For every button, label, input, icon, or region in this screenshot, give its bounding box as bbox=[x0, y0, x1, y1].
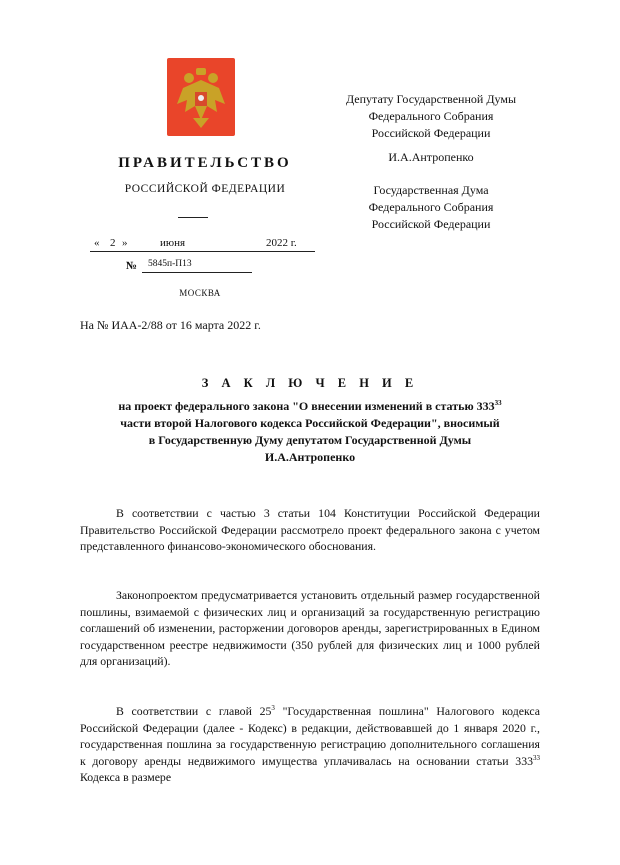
coat-of-arms-emblem bbox=[167, 58, 235, 136]
addressee-line: Российской Федерации bbox=[371, 217, 491, 231]
paragraph-part: В соответствии с главой 25 bbox=[116, 704, 272, 718]
body-paragraph-3 bbox=[80, 703, 540, 786]
subject-superscript: 33 bbox=[494, 399, 502, 407]
addressee-line: Федерального Собрания bbox=[368, 109, 494, 123]
reference-line: На № ИАА-2/88 от 16 марта 2022 г. bbox=[80, 318, 261, 332]
addressee-line: Государственная Дума bbox=[373, 183, 489, 197]
addressee-line: Депутату Государственной Думы bbox=[345, 92, 517, 106]
date-close-quote: » bbox=[122, 237, 128, 249]
subject-line-1-text: на проект федерального закона "О внесении изменений в статью 333 bbox=[118, 399, 495, 413]
addressee-name: И.А.Антропенко bbox=[388, 150, 474, 164]
document-heading: З А К Л Ю Ч Е Н И Е bbox=[201, 376, 419, 390]
government-subtitle: РОССИЙСКОЙ ФЕДЕРАЦИИ bbox=[124, 183, 286, 195]
body-paragraph-2 bbox=[80, 587, 540, 670]
subject-line-3: в Государственную Думу депутатом Государственной Думы bbox=[148, 433, 472, 447]
addressee-line: Российской Федерации bbox=[371, 126, 491, 140]
date-year: 2022 г. bbox=[266, 237, 297, 249]
government-title: ПРАВИТЕЛЬСТВО bbox=[118, 155, 292, 171]
document-subject bbox=[80, 398, 540, 466]
addressee-block-deputy bbox=[342, 91, 520, 142]
double-headed-eagle-icon bbox=[167, 58, 235, 136]
document-number bbox=[142, 257, 252, 273]
city: МОСКВА bbox=[179, 288, 221, 298]
addressee-line: Федерального Собрания bbox=[368, 200, 494, 214]
paragraph-text: Законопроектом предусматривается установить отдельный размер государственной пошлины, взимаемой с физических лиц и организаций за государственную регистрацию соглашений об изменении, расторжении договоров аренды, зарегистрированных в Едином государственном реестре недвижимости (350 рублей для физических лиц и 1000 рублей для организаций). bbox=[80, 588, 540, 668]
paragraph-part: "Государственная пошлина" Налогового кодекса Российской Федерации (далее - Кодекс) в редакции, действовавшей до 1 января 2020 г., государственная пошлина за государственную регистрацию дополнительного соглашения к договору аренды недвижимого имущества уплачивалась на основании статьи 333 bbox=[80, 704, 540, 768]
article-superscript: 33 bbox=[533, 753, 540, 762]
number-label: № bbox=[126, 260, 138, 272]
date-month: июня bbox=[160, 237, 186, 249]
body-paragraph-1 bbox=[80, 505, 540, 555]
chapter-superscript: 3 bbox=[271, 704, 275, 713]
subject-line-2: части второй Налогового кодекса Российской Федерации", вносимый bbox=[120, 416, 500, 430]
document-number-value: 5845п-П13 bbox=[148, 259, 192, 269]
subject-line-1 bbox=[80, 398, 540, 415]
paragraph-text bbox=[80, 703, 540, 786]
paragraph-text: В соответствии с частью 3 статьи 104 Конституции Российской Федерации Правительство Российской Федерации рассмотрело проект федерального закона с учетом представленного финансово-экономического обоснования. bbox=[80, 506, 540, 553]
addressee-block-duma bbox=[342, 182, 520, 233]
divider bbox=[178, 217, 208, 218]
subject-line-4: И.А.Антропенко bbox=[264, 450, 356, 464]
date-open-quote: « bbox=[94, 237, 100, 249]
document-date bbox=[90, 236, 315, 252]
date-day: 2 bbox=[110, 237, 116, 249]
paragraph-part: Кодекса в размере bbox=[80, 770, 172, 784]
